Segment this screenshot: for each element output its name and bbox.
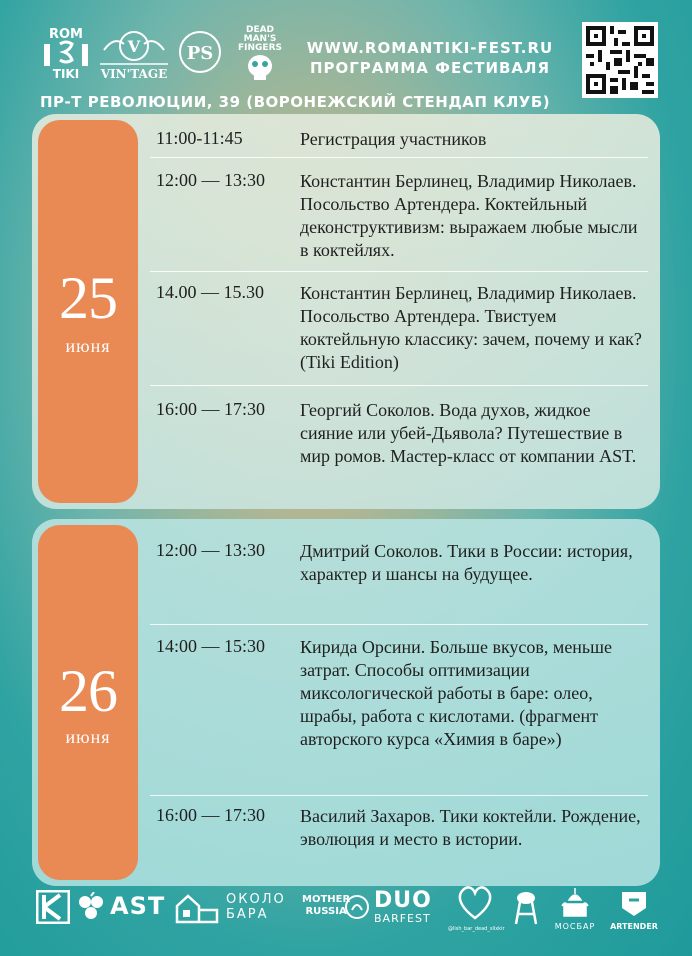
session-title: Георгий Соколов. Вода духов, жидкое сияние или убей-Дьявола? Путешествие в мир ромов. Мастер-класс от компании AST.	[300, 400, 637, 466]
artender-logo	[608, 886, 660, 931]
svg-text:TIKI: TIKI	[52, 67, 80, 81]
day-panel-25	[32, 114, 660, 509]
session-title: Кирида Орсини. Больше вкусов, меньше затрат. Способы оптимизации миксологической работы в баре: олео, шрабы, работа с кислотами. (фрагмент авторского курса «Химия в баре»)	[300, 637, 612, 749]
mother-line2: RUSSIA	[305, 906, 347, 917]
session-time: 14.00 — 15.30	[156, 282, 264, 302]
session-title: Константин Берлинец, Владимир Николаев. Посольство Артендера. Коктейльный деконструктивизм: выражаем любые мысли в коктейлях.	[300, 171, 638, 260]
day-badge	[38, 120, 138, 503]
vintage-logo	[96, 26, 172, 82]
romtiki-logo	[40, 22, 92, 82]
session-title: Регистрация участников	[300, 129, 487, 149]
site-url[interactable]: WWW.ROMANTIKI-FEST.RU	[306, 39, 554, 57]
session-time: 16:00 — 17:30	[156, 399, 266, 419]
row-divider	[150, 624, 648, 625]
duo-barfest-logo	[374, 890, 432, 925]
session-time: 12:00 — 13:30	[156, 170, 266, 190]
okolo-bara-logo	[226, 892, 286, 922]
day-badge	[38, 525, 138, 880]
session-title: Константин Берлинец, Владимир Николаев. Посольство Артендера. Твистуем коктейльную классику: зачем, почему и как? (Tiki Edition)	[300, 283, 642, 372]
heart-logo	[448, 884, 505, 932]
ps-logo	[178, 30, 222, 74]
mosbar-label: МОСБАР	[554, 922, 596, 931]
svg-text:PS: PS	[186, 43, 214, 64]
mother-line1: MOTHER	[302, 894, 351, 905]
ast-logo: AST	[110, 892, 166, 920]
festival-header-text	[300, 38, 560, 78]
session-title: Василий Захаров. Тики коктейли. Рождение, эволюция и место в истории.	[300, 806, 641, 849]
day-month: июня	[65, 336, 111, 356]
svg-text:VIN'TAGE: VIN'TAGE	[100, 67, 168, 81]
bar-stool-icon	[512, 890, 540, 930]
session-time: 16:00 — 17:30	[156, 805, 266, 825]
partner-logos-bottom	[30, 884, 662, 944]
duo-line1: DUO	[374, 888, 432, 913]
svg-text:V: V	[127, 37, 141, 56]
svg-text:FINGERS: FINGERS	[238, 43, 282, 53]
qr-code[interactable]	[582, 22, 658, 98]
mother-russia-logo	[302, 894, 350, 918]
dead-mans-fingers-logo	[232, 22, 288, 84]
partner-logos-top	[40, 22, 290, 84]
row-divider	[150, 795, 648, 796]
day-panel-26	[32, 519, 660, 886]
row-divider	[150, 271, 648, 272]
row-divider	[150, 385, 648, 386]
day-number: 25	[59, 265, 117, 331]
duo-line2: BARFEST	[374, 912, 431, 925]
artender-label: ARTENDER	[610, 922, 658, 931]
program-subtitle: ПРОГРАММА ФЕСТИВАЛЯ	[309, 59, 551, 77]
heart-caption: @lish_bar_dead_slixkir	[448, 926, 505, 932]
okolo-line1: ОКОЛО	[226, 892, 286, 907]
svg-text:DEAD: DEAD	[245, 25, 275, 35]
session-time: 11:00-11:45	[156, 128, 243, 148]
svg-text:MAN'S: MAN'S	[243, 34, 277, 44]
okolo-line2: БАРА	[226, 907, 269, 922]
grapes-icon	[76, 892, 106, 926]
mosbar-logo	[550, 886, 600, 931]
svg-text:ROM: ROM	[49, 27, 83, 42]
session-time: 12:00 — 13:30	[156, 540, 266, 560]
k-logo	[36, 890, 70, 928]
day-month: июня	[65, 727, 111, 747]
session-title: Дмитрий Соколов. Тики в России: история, характер и шансы на будущее.	[300, 541, 633, 584]
row-divider	[150, 157, 648, 158]
session-time: 14:00 — 15:30	[156, 636, 266, 656]
day-number: 26	[59, 658, 117, 724]
house-icon	[174, 890, 220, 928]
venue-address: ПР-Т РЕВОЛЮЦИИ, 39 (ВОРОНЕЖСКИЙ СТЕНДАП КЛУБ)	[40, 93, 551, 111]
round-emblem-icon	[344, 894, 370, 924]
